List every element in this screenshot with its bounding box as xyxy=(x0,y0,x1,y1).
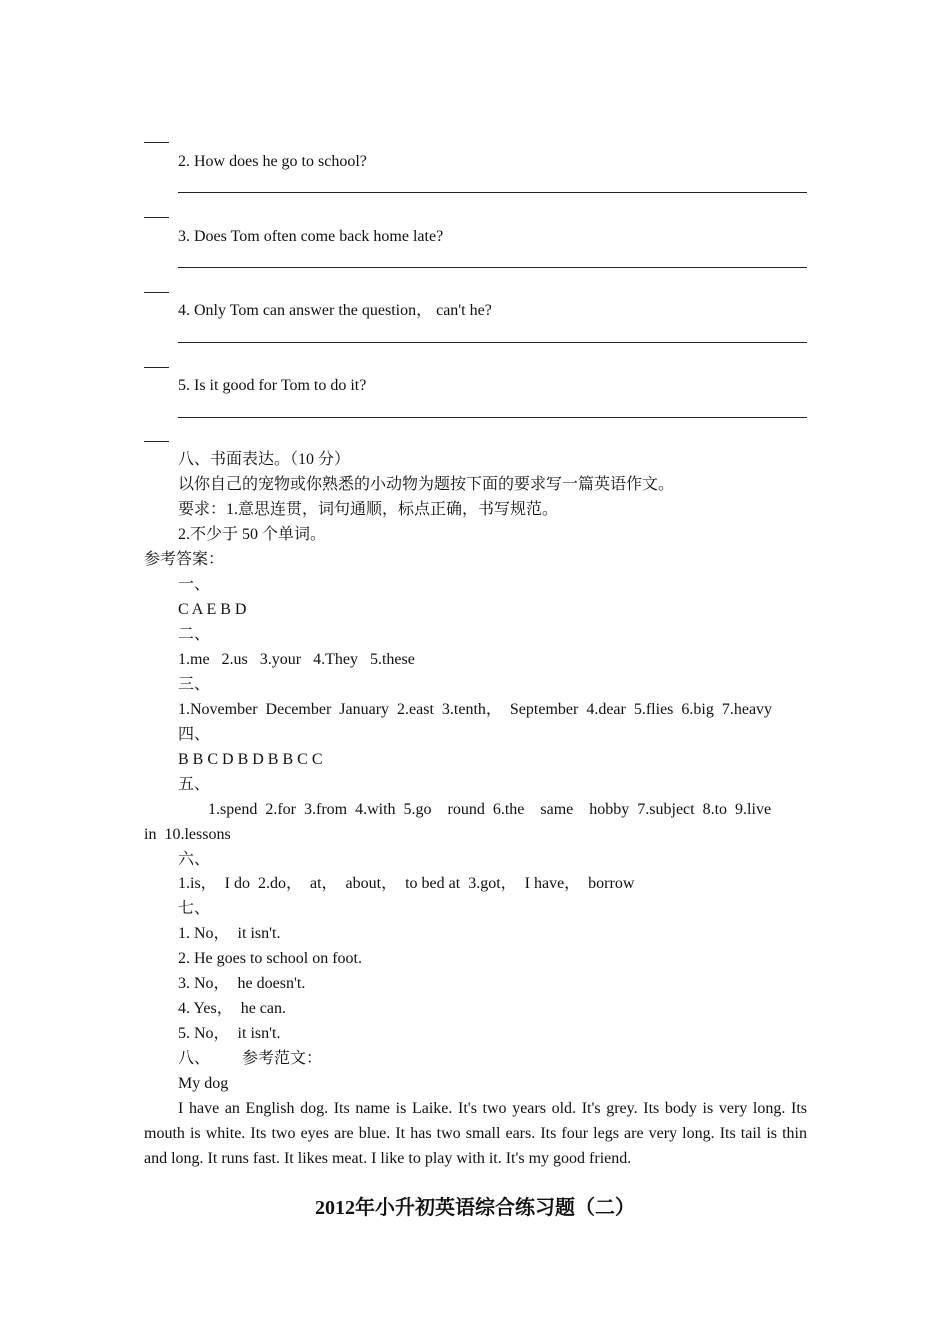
section-8-heading: 八、书面表达。（10 分） xyxy=(178,451,351,468)
answer-line-tail xyxy=(144,441,169,442)
section-8-requirement-2: 2.不少于 50 个单词。 xyxy=(178,526,327,543)
essay-body: I have an English dog. Its name is Laike. It's two years old. It's grey. Its body is very long. Its mouth is white. Its two eyes are blue. It has two small ears. Its four legs are very long. Its tail is thin and long. It runs fast. It likes meat. I like to play with it. It's my good friend. xyxy=(144,1100,807,1167)
answer-section-5-line-2: in 10.lessons xyxy=(144,826,231,843)
answer-section-7-item: 5. No， it isn't. xyxy=(178,1025,281,1042)
answer-section-6: 1.is， I do 2.do， at， about， to bed at 3.got， I have， borrow xyxy=(178,875,635,892)
answer-section-5-line-1: 1.spend 2.for 3.from 4.with 5.go round 6.the same hobby 7.subject 8.to 9.live xyxy=(208,801,772,818)
answer-section-label: 四、 xyxy=(178,726,211,743)
answer-section-7-item: 2. He goes to school on foot. xyxy=(178,950,362,967)
answer-section-7-item: 3. No， he doesn't. xyxy=(178,975,306,992)
section-8-instruction: 以你自己的宠物或你熟悉的小动物为题按下面的要求写一篇英语作文。 xyxy=(178,476,675,493)
answer-line-tail xyxy=(144,142,169,143)
answer-section-label: 二、 xyxy=(178,626,211,643)
answer-section-label: 七、 xyxy=(178,900,211,917)
answer-line xyxy=(178,417,807,418)
answer-section-8-label: 八、 参考范文： xyxy=(178,1050,323,1067)
question-2: 2. How does he go to school? xyxy=(178,153,367,170)
question-3: 3. Does Tom often come back home late? xyxy=(178,228,444,245)
answer-section-7-item: 4. Yes， he can. xyxy=(178,1000,286,1017)
question-4: 4. Only Tom can answer the question， can't he? xyxy=(178,302,492,319)
answer-line-tail xyxy=(144,367,169,368)
answer-section-label: 五、 xyxy=(178,776,211,793)
answer-line-tail xyxy=(144,292,169,293)
essay-title: My dog xyxy=(178,1075,229,1092)
answer-section-1: C A E B D xyxy=(178,601,247,618)
answer-section-label: 一、 xyxy=(178,576,211,593)
answer-section-label: 三、 xyxy=(178,676,211,693)
answer-line xyxy=(178,267,807,268)
section-8-requirement-1: 要求：1.意思连贯，词句通顺，标点正确，书写规范。 xyxy=(178,501,559,518)
answer-line xyxy=(178,342,807,343)
answer-section-label: 六、 xyxy=(178,851,211,868)
answer-section-4: B B C D B D B B C C xyxy=(178,751,323,768)
question-5: 5. Is it good for Tom to do it? xyxy=(178,377,367,394)
answer-section-2: 1.me 2.us 3.your 4.They 5.these xyxy=(178,651,415,668)
answer-section-3: 1.November December January 2.east 3.tenth， September 4.dear 5.flies 6.big 7.heavy xyxy=(178,701,773,718)
answer-line xyxy=(178,192,807,193)
answer-line-tail xyxy=(144,217,169,218)
next-paper-title: 2012年小升初英语综合练习题（二） xyxy=(315,1197,635,1219)
answer-section-7-item: 1. No， it isn't. xyxy=(178,925,281,942)
answers-label: 参考答案： xyxy=(144,551,225,568)
